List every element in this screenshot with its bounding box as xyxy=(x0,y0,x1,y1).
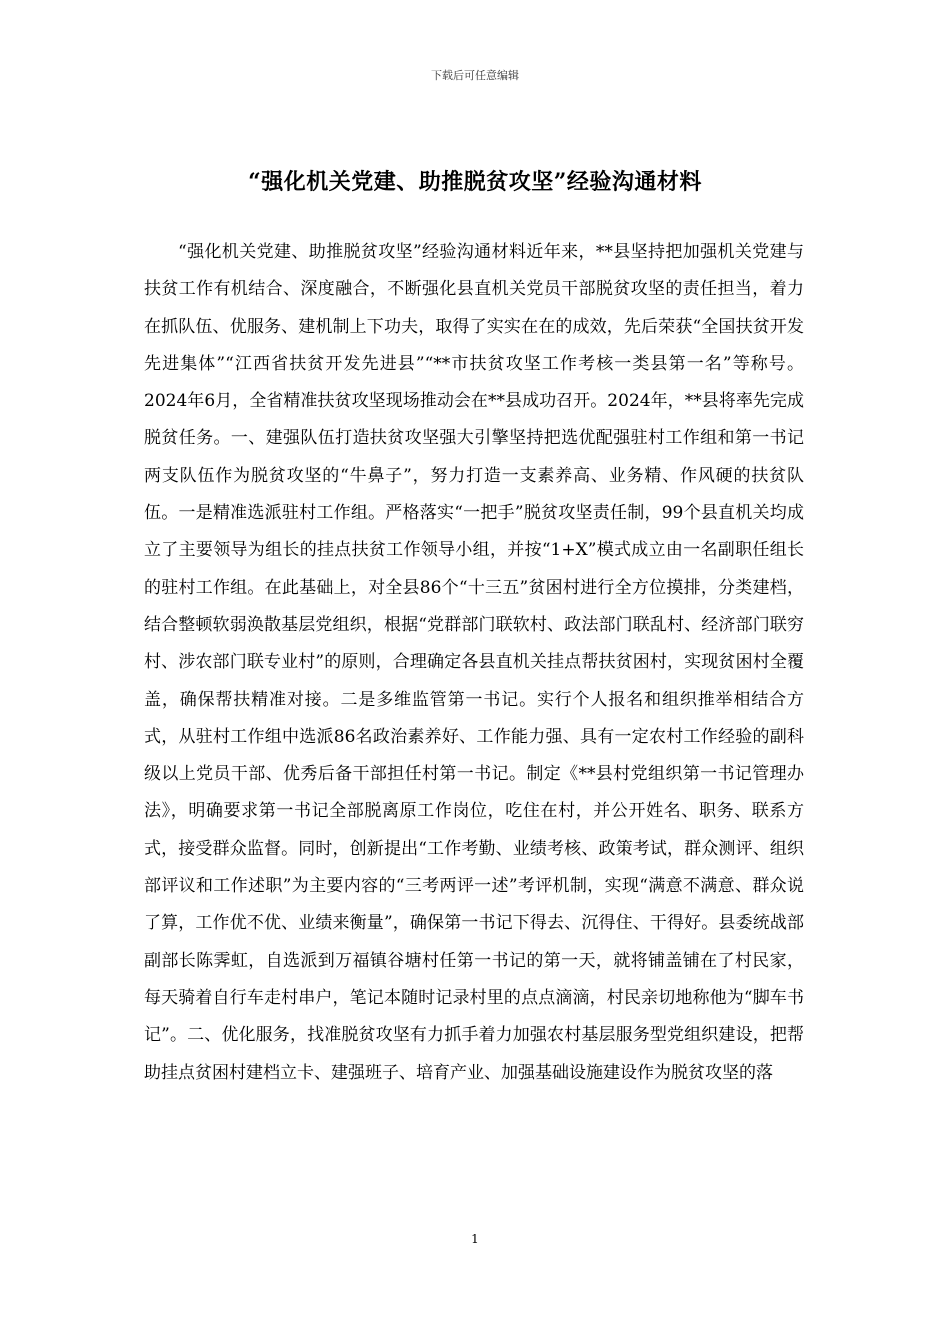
page-number: 1 xyxy=(471,1232,479,1246)
header-note: 下载后可任意编辑 xyxy=(431,69,519,82)
document-title: “强化机关党建、助推脱贫攻坚”经验沟通材料 xyxy=(248,168,702,195)
body-paragraph: “强化机关党建、助推脱贫攻坚”经验沟通材料近年来，**县坚持把加强机关党建与扶贫工作有机结合、深度融合，不断强化县直机关党员干部脱贫攻坚的责任担当，着力在抓队伍、优服务、建机制上下功夫，取得了实实在在的成效，先后荣获“全国扶贫开发先进集体”“江西省扶贫开发先进县”“**市扶贫攻坚工作考核一类县第一名”等称号。2024年6月，全省精准扶贫攻坚现场推动会在**县成功召开。2024年，**县将率先完成脱贫任务。一、建强队伍打造扶贫攻坚强大引擎坚持把选优配强驻村工作组和第一书记两支队伍作为脱贫攻坚的“牛鼻子”，努力打造一支素养高、业务精、作风硬的扶贫队伍。一是精准选派驻村工作组。严格落实“一把手”脱贫攻坚责任制，99个县直机关均成立了主要领导为组长的挂点扶贫工作领导小组，并按“1+X”模式成立由一名副职任组长的驻村工作组。在此基础上，对全县86个“十三五”贫困村进行全方位摸排，分类建档，结合整顿软弱涣散基层党组织，根据“党群部门联软村、政法部门联乱村、经济部门联穷村、涉农部门联专业村”的原则，合理确定各县直机关挂点帮扶贫困村，实现贫困村全覆盖，确保帮扶精准对接。二是多维监管第一书记。实行个人报名和组织推举相结合方式，从驻村工作组中选派86名政治素养好、工作能力强、具有一定农村工作经验的副科级以上党员干部、优秀后备干部担任村第一书记。制定《**县村党组织第一书记管理办法》，明确要求第一书记全部脱离原工作岗位，吃住在村，并公开姓名、职务、联系方式，接受群众监督。同时，创新提出“工作考勤、业绩考核、政策考试，群众测评、组织部评议和工作述职”为主要内容的“三考两评一述”考评机制，实现“满意不满意、群众说了算，工作优不优、业绩来衡量”，确保第一书记下得去、沉得住、干得好。县委统战部副部长陈霁虹，自选派到万福镇谷塘村任第一书记的第一天，就将铺盖铺在了村民家，每天骑着自行车走村串户，笔记本随时记录村里的点点滴滴，村民亲切地称他为“脚车书记”。二、优化服务，找准脱贫攻坚有力抓手着力加强农村基层服务型党组织建设，把帮助挂点贫困村建档立卡、建强班子、培育产业、加强基础设施建设作为脱贫攻坚的落 xyxy=(144,242,804,1083)
